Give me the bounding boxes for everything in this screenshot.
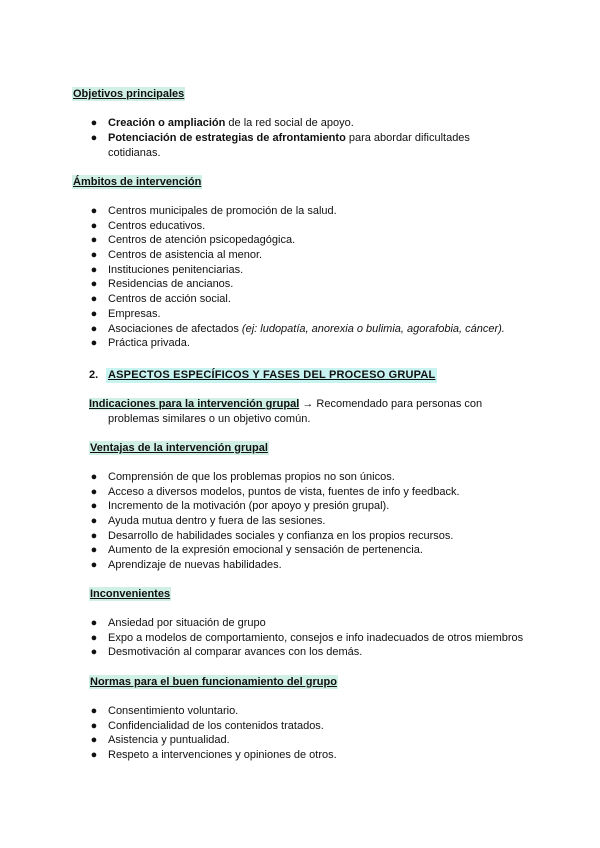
list-item: ● Respeto a intervenciones y opiniones de otros. bbox=[90, 749, 337, 762]
list-item: ● Práctica privada. bbox=[90, 337, 190, 350]
heading-objetivos: Objetivos principales bbox=[73, 88, 185, 100]
bullet-icon: ● bbox=[90, 515, 98, 528]
indicaciones-label: Indicaciones para la intervención grupal bbox=[89, 398, 300, 410]
list-item: ● Confidencialidad de los contenidos tratados. bbox=[90, 719, 324, 732]
bullet-icon: ● bbox=[90, 234, 98, 247]
ambitos-list bbox=[0, 204, 600, 351]
arrow-icon: → bbox=[299, 398, 317, 410]
bullet-icon: ● bbox=[90, 132, 98, 144]
list-item: ● Ansiedad por situación de grupo bbox=[90, 617, 266, 629]
heading-ambitos: Ámbitos de intervención bbox=[73, 176, 202, 188]
bullet-icon: ● bbox=[90, 249, 98, 262]
section-number: 2. bbox=[89, 369, 99, 381]
list-item: ● Creación o ampliación de la red social de apoyo. bbox=[90, 117, 354, 129]
bullet-icon: ● bbox=[90, 500, 98, 513]
list-item: ● Centros de asistencia al menor. bbox=[90, 249, 263, 262]
heading-ventajas: Ventajas de la intervención grupal bbox=[90, 442, 268, 454]
list-item: ● Desmotivación al comparar avances con los demás. bbox=[90, 646, 363, 659]
bullet-icon: ● bbox=[90, 631, 98, 644]
list-item: ● Aumento de la expresión emocional y sensación de pertenencia. bbox=[90, 544, 423, 557]
bullet-icon: ● bbox=[90, 705, 98, 717]
list-item: ● Expo a modelos de comportamiento, consejos e info inadecuados de otros miembros bbox=[90, 631, 524, 644]
bullet-icon: ● bbox=[90, 278, 98, 291]
heading-normas: Normas para el buen funcionamiento del grupo bbox=[90, 676, 337, 688]
list-item: ● Centros de acción social. bbox=[90, 293, 231, 306]
bullet-icon: ● bbox=[90, 559, 98, 572]
bullet-icon: ● bbox=[90, 471, 98, 483]
bullet-icon: ● bbox=[90, 617, 98, 629]
list-item: ● Asociaciones de afectados (ej: ludopatía, anorexia o bulimia, agorafobia, cáncer). bbox=[90, 322, 505, 335]
section-title: ASPECTOS ESPECÍFICOS Y FASES DEL PROCESO GRUPAL bbox=[108, 369, 436, 381]
bullet-icon: ● bbox=[90, 529, 98, 542]
list-item: ● Centros educativos. bbox=[90, 219, 206, 232]
bullet-icon: ● bbox=[90, 485, 98, 498]
bullet-icon: ● bbox=[90, 734, 98, 747]
bullet-icon: ● bbox=[90, 205, 98, 217]
bullet-icon: ● bbox=[90, 293, 98, 306]
list-item: ● Ayuda mutua dentro y fuera de las sesiones. bbox=[90, 515, 326, 528]
objetivos-list bbox=[0, 116, 600, 161]
list-item: ● Acceso a diversos modelos, puntos de vista, fuentes de info y feedback. bbox=[90, 485, 460, 498]
heading-inconvenientes: Inconvenientes bbox=[90, 588, 171, 600]
list-item: ● Centros de atención psicopedagógica. bbox=[90, 234, 296, 247]
list-item: ● Centros municipales de promoción de la salud. bbox=[90, 205, 337, 217]
bullet-icon: ● bbox=[90, 646, 98, 659]
ventajas-list bbox=[0, 470, 600, 573]
list-item: ● Empresas. bbox=[90, 307, 161, 320]
bullet-icon: ● bbox=[90, 263, 98, 276]
inconvenientes-list bbox=[0, 616, 600, 660]
bullet-icon: ● bbox=[90, 117, 98, 129]
list-item: ● Incremento de la motivación (por apoyo y presión grupal). bbox=[90, 500, 390, 513]
bullet-icon: ● bbox=[90, 337, 98, 350]
list-item: ● Potenciación de estrategias de afrontamiento para abordar dificultades cotidianas. bbox=[90, 132, 470, 159]
list-item: ● Asistencia y puntualidad. bbox=[90, 734, 230, 747]
list-item: ● Residencias de ancianos. bbox=[90, 278, 234, 291]
bullet-icon: ● bbox=[90, 544, 98, 557]
bullet-icon: ● bbox=[90, 749, 98, 762]
list-item: ● Aprendizaje de nuevas habilidades. bbox=[90, 559, 282, 572]
list-item: ● Comprensión de que los problemas propios no son únicos. bbox=[90, 471, 395, 483]
bullet-icon: ● bbox=[90, 719, 98, 732]
indicaciones-paragraph: Indicaciones para la intervención grupal → Recomendado para personas con problemas similares o un objetivo común. bbox=[89, 397, 519, 427]
normas-list bbox=[0, 704, 600, 763]
list-item: ● Desarrollo de habilidades sociales y confianza en los propios recursos. bbox=[90, 529, 454, 542]
list-item: ● Consentimiento voluntario. bbox=[90, 705, 239, 717]
bullet-icon: ● bbox=[90, 307, 98, 320]
indicaciones-continuation: problemas similares o un objetivo común. bbox=[108, 413, 311, 425]
bullet-icon: ● bbox=[90, 219, 98, 232]
list-item: ● Instituciones penitenciarias. bbox=[90, 263, 244, 276]
bullet-icon: ● bbox=[90, 322, 98, 335]
